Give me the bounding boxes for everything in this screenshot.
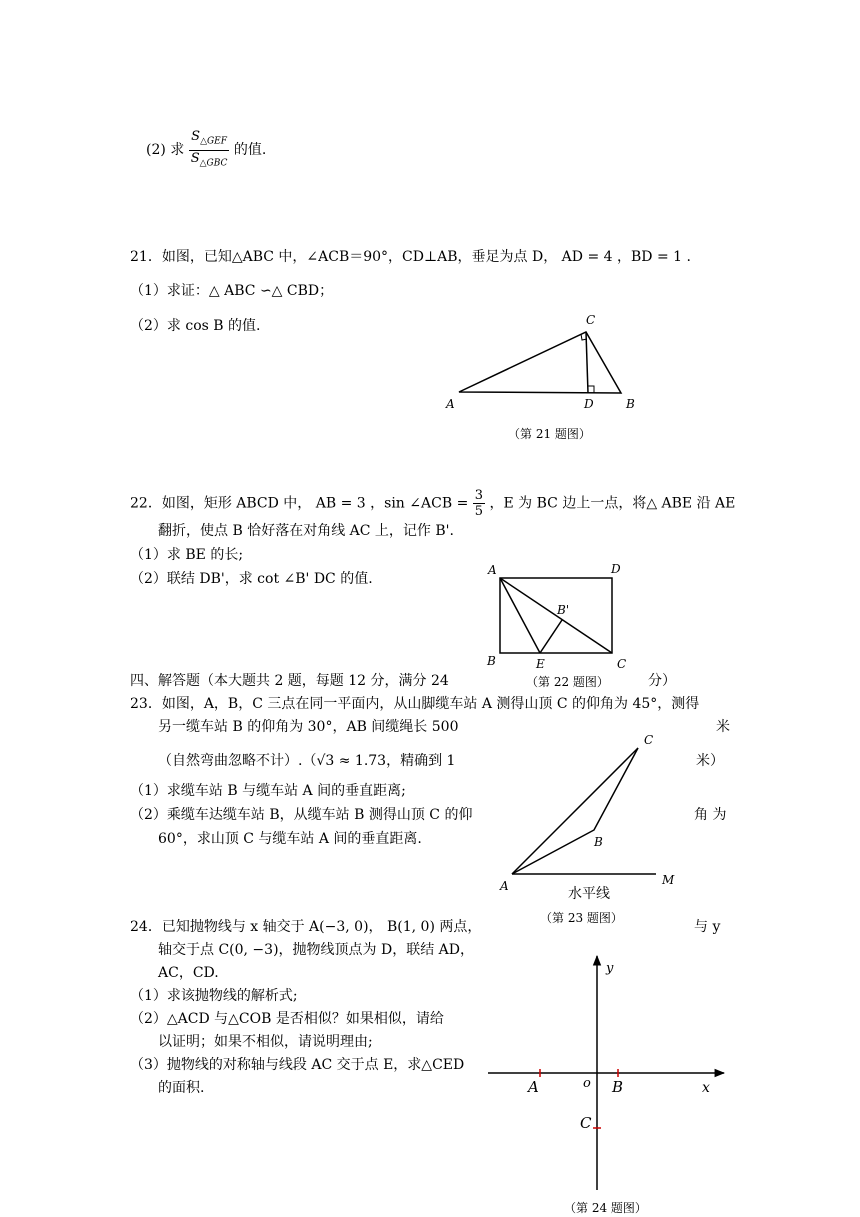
q24-label-c: C: [580, 1114, 592, 1132]
q24-stem-line1: 24．已知抛物线与 x 轴交于 A(−3, 0)， B(1, 0) 两点，: [130, 919, 482, 935]
q21-part1: （1）求证：△ ABC ∽△ CBD；: [130, 283, 334, 299]
q22-sin-fraction: $\frac{3}{5}$: [474, 488, 484, 519]
q23-stem-line3: （自然弯曲忽略不计）.（√3 ≈ 1.73，精确到 1: [158, 753, 456, 769]
q22-part1: （1）求 BE 的长;: [130, 547, 244, 563]
q21-caption: （第 21 题图）: [508, 427, 591, 441]
q23-caption: （第 23 题图）: [540, 911, 623, 925]
section4-heading-tail: 分）: [648, 673, 676, 689]
q23-label-c: C: [644, 733, 654, 747]
q20-part2-suffix: 的值.: [233, 142, 267, 159]
q23-part2-line1-tail: 角 为: [694, 807, 727, 823]
q24-label-origin: o: [583, 1076, 591, 1091]
q24-label-b: B: [612, 1078, 624, 1096]
q24-part1: （1）求该抛物线的解析式;: [130, 988, 298, 1004]
q22-label-a: A: [488, 563, 497, 577]
q22-label-c: C: [617, 657, 627, 671]
q24-label-y: y: [606, 961, 614, 976]
q22-stem-line1: 22．如图，矩形 ABCD 中， AB = 3 ，sin ∠ACB = $\frac{3}{5}$ ，E 为 BC 边上一点，将△ ABE 沿 AE: [130, 488, 736, 519]
q24-caption: （第 24 题图）: [564, 1201, 647, 1215]
q22-label-b: B: [487, 654, 496, 668]
q24-label-x: x: [702, 1080, 710, 1096]
q21-label-d: D: [584, 397, 594, 411]
q24-figure: [486, 950, 736, 1195]
q24-stem-line1-tail: 与 y: [694, 919, 721, 935]
q21-label-b: B: [626, 397, 635, 411]
q24-part3-line2: 的面积.: [158, 1080, 205, 1096]
q20-part2: [146, 129, 266, 171]
q22-label-b-prime: B': [557, 603, 570, 617]
q23-stem-line1: 23．如图，A，B，C 三点在同一平面内，从山脚缆车站 A 测得山顶 C 的仰角为 45°，测得: [130, 696, 700, 712]
q23-stem-line2-tail: 米: [716, 719, 730, 735]
q22-segment-ae: [500, 578, 540, 653]
q22-caption: （第 22 题图）: [526, 675, 609, 689]
q23-line-ac: [512, 748, 638, 874]
q23-stem-line3-tail: 米）: [696, 753, 724, 769]
q22-diagonal-ac: [500, 578, 612, 653]
q23-horizon-label: 水平线: [568, 886, 610, 902]
q21-triangle: [459, 332, 621, 393]
q23-stem-line2: 另一缆车站 B 的仰角为 30°，AB 间缆绳长 500: [158, 719, 459, 735]
q22-label-d: D: [611, 562, 621, 576]
q22-part2: （2）联结 DB'，求 cot ∠B' DC 的值.: [130, 571, 373, 587]
q21-stem: 21．如图，已知△ABC 中，∠ACB＝90°，CD⊥AB，垂足为点 D， AD = 4 ，BD = 1 .: [130, 249, 691, 265]
q24-part3-line1: （3）抛物线的对称轴与线段 AC 交于点 E，求△CED: [130, 1057, 465, 1073]
q21-right-angle-d: [588, 386, 594, 393]
q22-label-e: E: [536, 657, 545, 671]
q23-part2-line1: （2）乘缆车达缆车站 B，从缆车站 B 测得山顶 C 的仰: [130, 807, 473, 823]
q20-part2-prefix: (2) 求: [146, 142, 185, 159]
q23-label-m: M: [662, 873, 675, 887]
q21-altitude-cd: [586, 332, 588, 393]
q23-part1: （1）求缆车站 B 与缆车站 A 间的垂直距离;: [130, 783, 406, 799]
q21-figure: [440, 312, 650, 412]
q21-label-a: A: [446, 397, 455, 411]
q22-stem-line2: 翻折，使点 B 恰好落在对角线 AC 上，记作 B'.: [158, 523, 454, 539]
q23-part2-line2: 60°，求山顶 C 与缆车站 A 间的垂直距离.: [158, 831, 422, 847]
q23-figure: [490, 728, 690, 908]
q21-part2: （2）求 cos B 的值.: [130, 318, 261, 334]
q24-stem-line2: 轴交于点 C(0, −3)，抛物线顶点为 D，联结 AD，: [158, 942, 474, 958]
q22-segment-eb-prime: [540, 620, 562, 653]
q23-label-b: B: [594, 835, 603, 849]
q21-label-c: C: [586, 313, 596, 327]
q24-label-a: A: [528, 1078, 539, 1096]
q23-label-a: A: [500, 879, 509, 893]
q20-area-fraction: $\frac{S_{\triangle GEF}}{S_{\triangle GBC}}$: [190, 129, 228, 169]
q24-part2-line1: （2）△ACD 与△COB 是否相似？如果相似，请给: [130, 1011, 444, 1027]
q24-part2-line2: 以证明；如果不相似，请说明理由;: [158, 1034, 373, 1050]
q24-stem-line3: AC，CD.: [158, 965, 219, 981]
section4-heading: 四、解答题（本大题共 2 题，每题 12 分，满分 24: [130, 673, 449, 689]
q22-figure: [480, 560, 640, 670]
